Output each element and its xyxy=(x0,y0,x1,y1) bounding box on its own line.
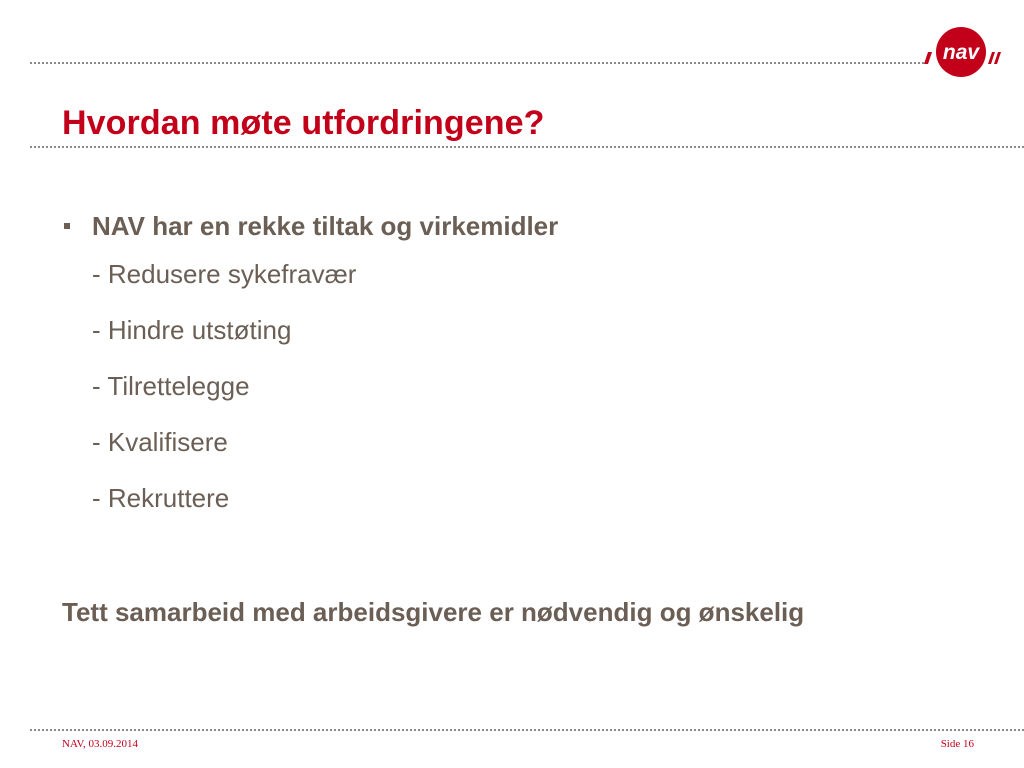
page-number: Side 16 xyxy=(940,738,974,750)
sub-item-tilrettelegge: - Tilrettelegge xyxy=(92,371,250,401)
sub-item-hindre: - Hindre utstøting xyxy=(92,315,292,345)
sub-item-kvalifisere: - Kvalifisere xyxy=(92,427,228,457)
top-dotted-rule xyxy=(30,62,924,64)
sub-item-rekruttere: - Rekruttere xyxy=(92,483,230,513)
footer-dotted-rule xyxy=(30,729,1024,731)
slide-title: Hvordan møte utfordringene? xyxy=(62,104,545,142)
slide-content xyxy=(62,206,984,526)
square-bullet-icon xyxy=(64,223,70,229)
title-dotted-rule xyxy=(30,146,1024,148)
sub-list xyxy=(62,246,984,526)
footer-date: NAV, 03.09.2014 xyxy=(62,738,138,750)
conclusion-text: Tett samarbeid med arbeidsgivere er nødvendig og ønskelig xyxy=(62,597,805,627)
bullet-item xyxy=(62,206,984,246)
nav-logo-icon xyxy=(918,26,1010,78)
sub-item-redusere: - Redusere sykefravær xyxy=(92,259,357,289)
bullet-heading: NAV har en rekke tiltak og virkemidler xyxy=(92,210,559,241)
nav-logo-text: nav xyxy=(942,41,980,64)
